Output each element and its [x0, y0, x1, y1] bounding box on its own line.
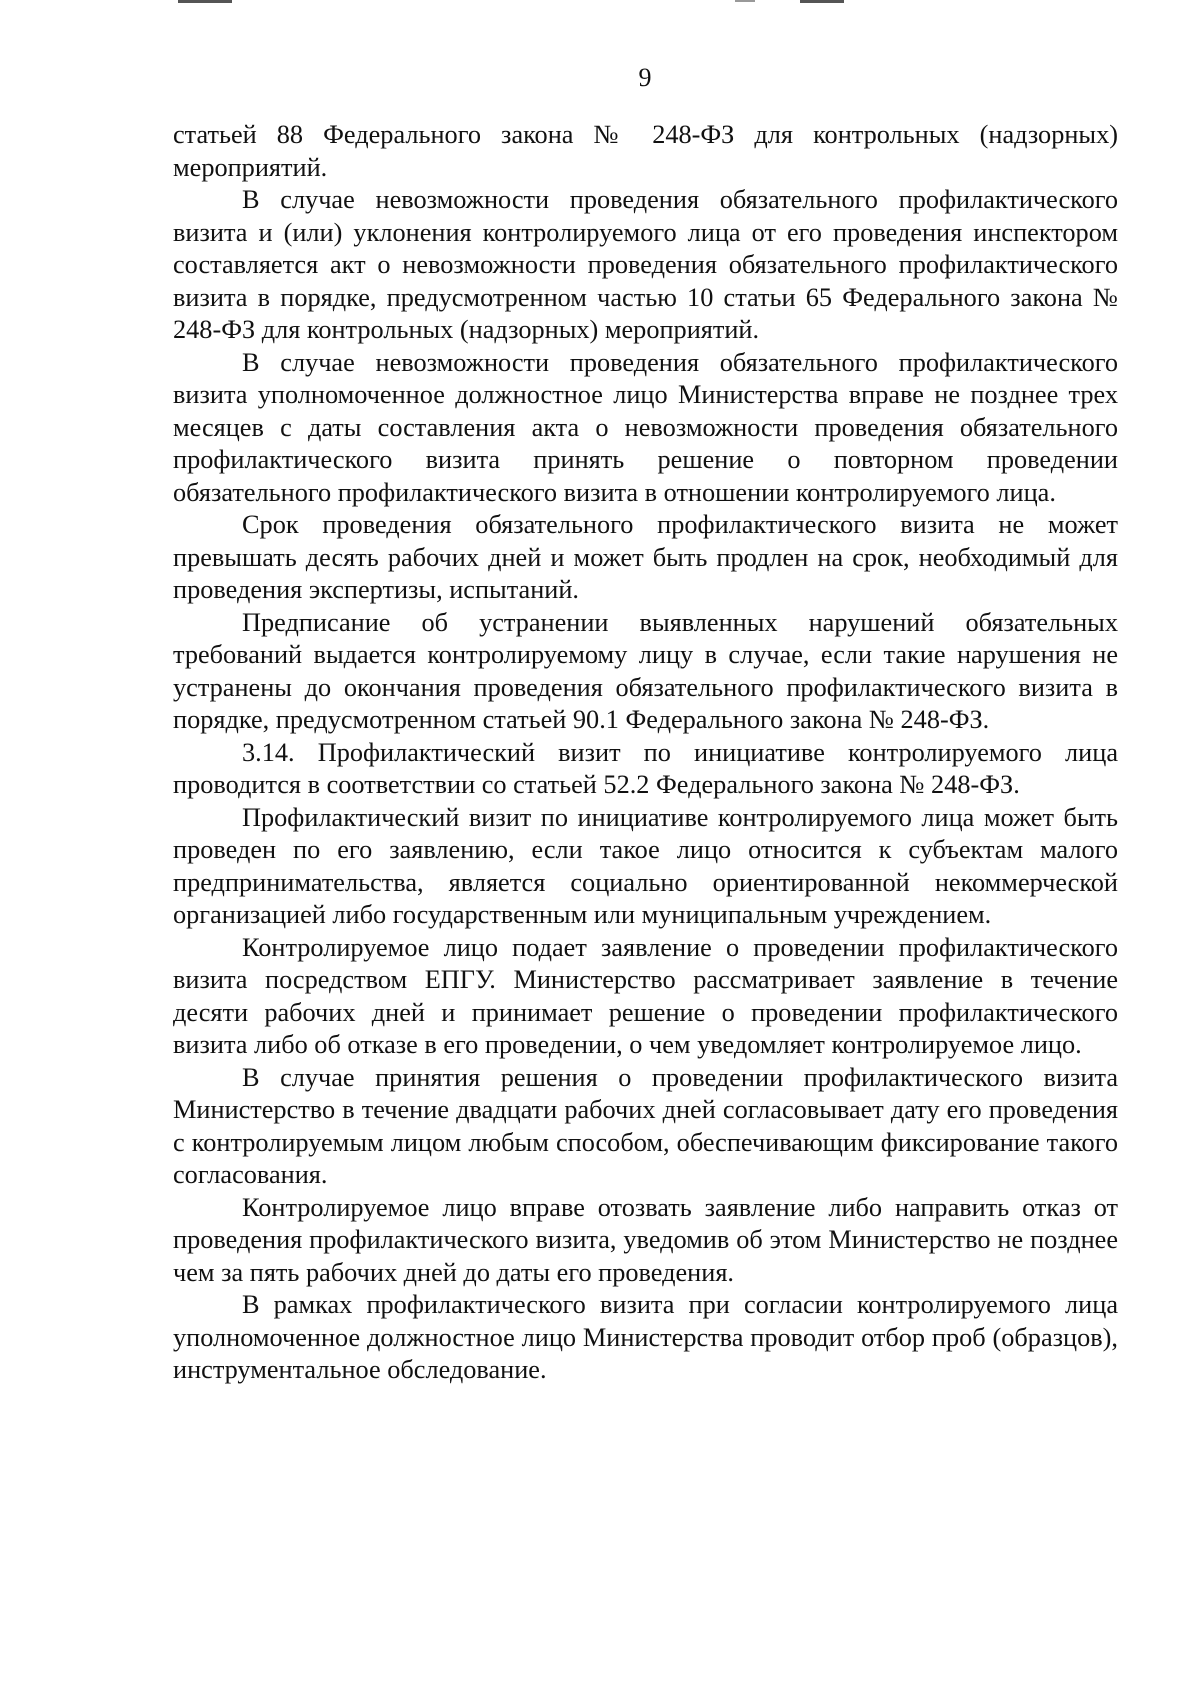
paragraph: В случае невозможности проведения обязательного профилактического визита и (или) уклонения контролируемого лица от его проведения инспектором составляется акт о невозможности проведения обязательного профилактического визита в порядке, предусмотренном частью 10 статьи 65 Федерального закона № 248-ФЗ для контрольных (надзорных) мероприятий.	[173, 185, 1118, 344]
paragraph: В случае принятия решения о проведении профилактического визита Министерство в течение двадцати рабочих дней согласовывает дату его проведения с контролируемым лицом любым способом, обеспечивающим фиксирование такого согласования.	[173, 1062, 1118, 1189]
page-number: 9	[638, 63, 652, 92]
document-body	[173, 119, 1118, 1387]
paragraph: Срок проведения обязательного профилактического визита не может превышать десять рабочих дней и может быть продлен на срок, необходимый для проведения экспертизы, испытаний.	[173, 510, 1118, 604]
scan-artifact	[735, 0, 755, 2]
paragraph: статьей 88 Федерального закона № 248-ФЗ для контрольных (надзорных) мероприятий.	[173, 120, 1118, 182]
paragraph: Профилактический визит по инициативе контролируемого лица может быть проведен по его заявлению, если такое лицо относится к субъектам малого предпринимательства, является социально ориентированной некоммерческой организацией либо государственным или муниципальным учреждением.	[173, 802, 1118, 929]
paragraph: Контролируемое лицо вправе отозвать заявление либо направить отказ от проведения профилактического визита, уведомив об этом Министерство не позднее чем за пять рабочих дней до даты его проведения.	[173, 1192, 1118, 1287]
paragraph: 3.14. Профилактический визит по инициативе контролируемого лица проводится в соответствии со статьей 52.2 Федерального закона № 248-ФЗ.	[173, 737, 1118, 799]
paragraph: В рамках профилактического визита при согласии контролируемого лица уполномоченное должностное лицо Министерства проводит отбор проб (образцов), инструментальное обследование.	[173, 1290, 1118, 1384]
scan-artifact	[178, 0, 232, 3]
paragraph: Предписание об устранении выявленных нарушений обязательных требований выдается контролируемому лицу в случае, если такие нарушения не устранены до окончания проведения обязательного профилактического визита в порядке, предусмотренном статьей 90.1 Федерального закона № 248-ФЗ.	[173, 607, 1118, 734]
paragraph: В случае невозможности проведения обязательного профилактического визита уполномоченное должностное лицо Министерства вправе не позднее трех месяцев с даты составления акта о невозможности проведения обязательного профилактического визита принять решение о повторном проведении обязательного профилактического визита в отношении контролируемого лица.	[173, 347, 1118, 507]
paragraph: Контролируемое лицо подает заявление о проведении профилактического визита посредством ЕПГУ. Министерство рассматривает заявление в течение десяти рабочих дней и принимает решение о проведении профилактического визита либо об отказе в его проведении, о чем уведомляет контролируемое лицо.	[173, 932, 1118, 1059]
scan-artifact	[800, 0, 844, 3]
